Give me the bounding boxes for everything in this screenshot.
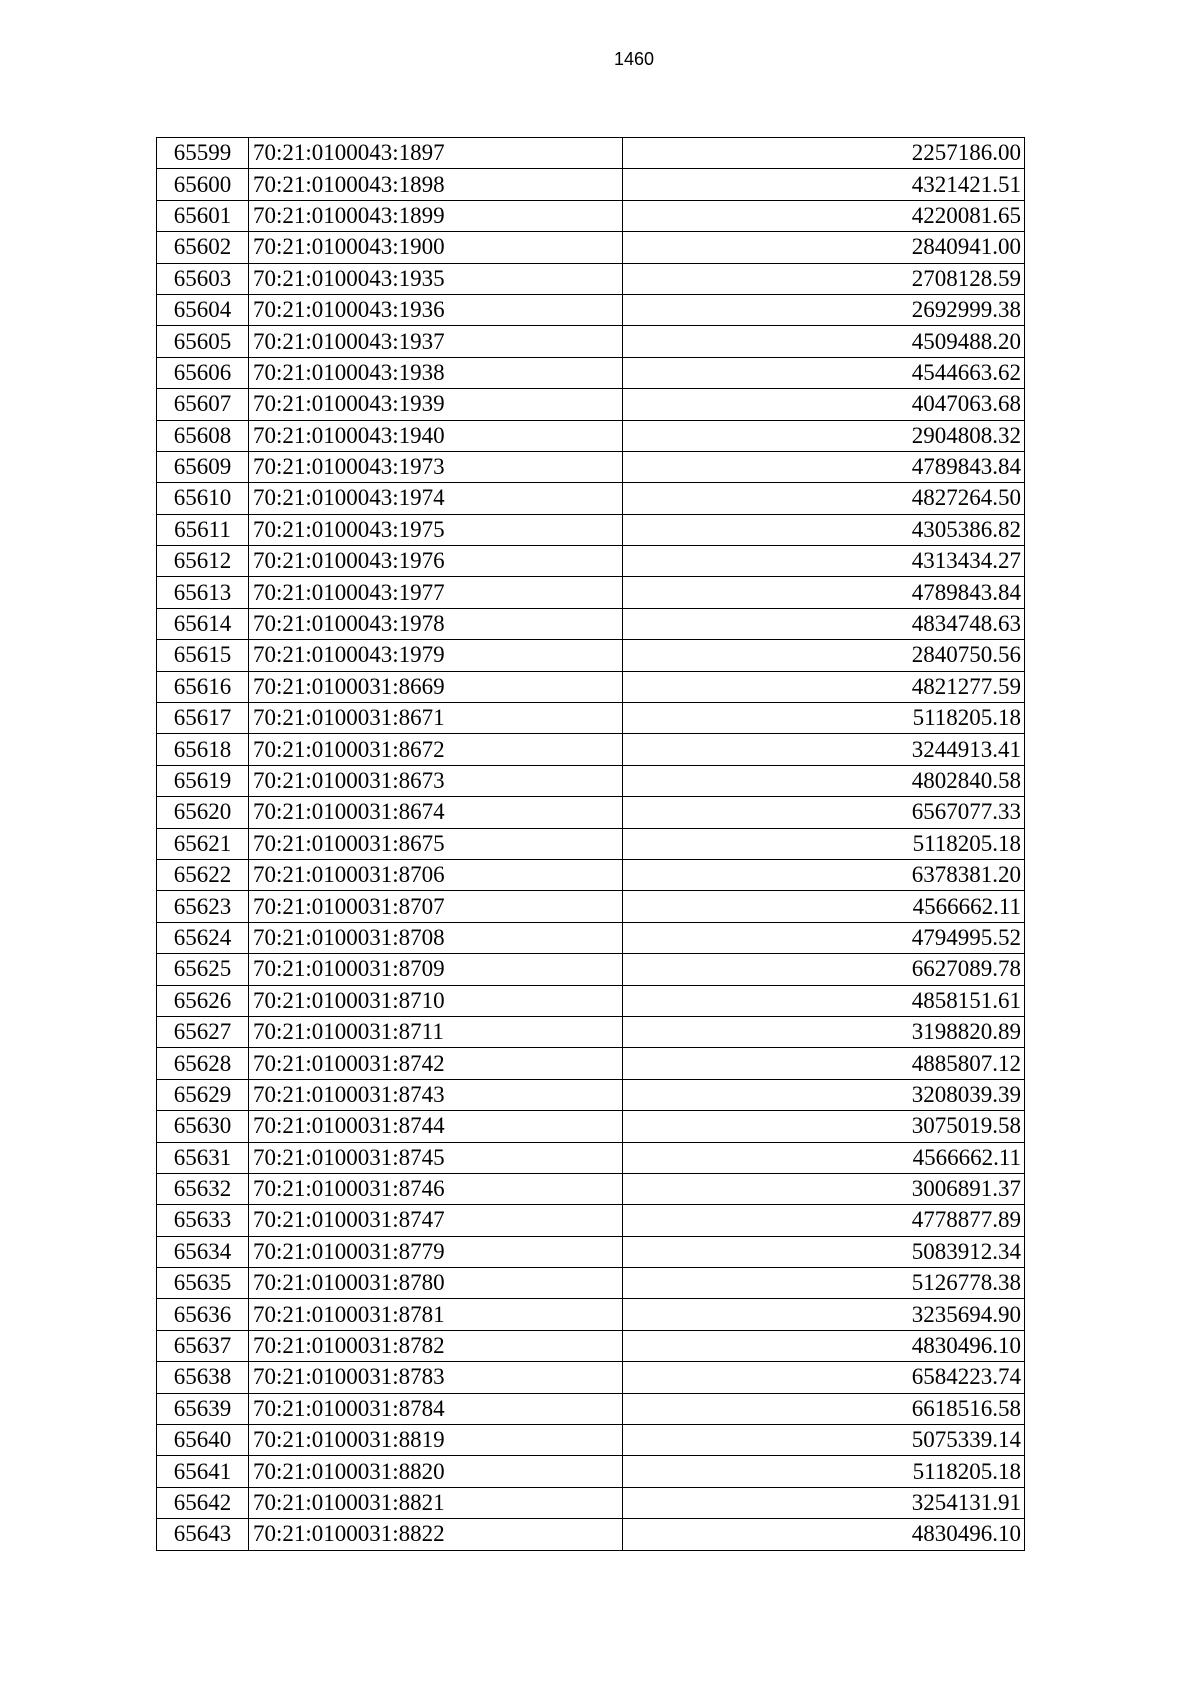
cadastral-number-cell: 70:21:0100043:1977 xyxy=(249,577,623,608)
row-number-cell: 65633 xyxy=(157,1205,249,1236)
cadastral-number-cell: 70:21:0100031:8674 xyxy=(249,797,623,828)
cadastral-value-cell: 3208039.39 xyxy=(623,1079,1025,1110)
cadastral-number-cell: 70:21:0100031:8784 xyxy=(249,1393,623,1424)
cadastral-value-cell: 4544663.62 xyxy=(623,357,1025,388)
table-row xyxy=(157,1048,1025,1079)
row-number-cell: 65610 xyxy=(157,483,249,514)
row-number-cell: 65628 xyxy=(157,1048,249,1079)
table-row xyxy=(157,922,1025,953)
cadastral-value-cell: 3254131.91 xyxy=(623,1487,1025,1518)
row-number-cell: 65641 xyxy=(157,1456,249,1487)
table-row xyxy=(157,1393,1025,1424)
cadastral-value-cell: 4305386.82 xyxy=(623,514,1025,545)
cadastral-number-cell: 70:21:0100031:8783 xyxy=(249,1362,623,1393)
cadastral-number-cell: 70:21:0100031:8822 xyxy=(249,1519,623,1550)
row-number-cell: 65614 xyxy=(157,608,249,639)
row-number-cell: 65604 xyxy=(157,294,249,325)
table-row xyxy=(157,1236,1025,1267)
cadastral-value-cell: 4789843.84 xyxy=(623,577,1025,608)
table-row xyxy=(157,828,1025,859)
row-number-cell: 65643 xyxy=(157,1519,249,1550)
row-number-cell: 65634 xyxy=(157,1236,249,1267)
table-row xyxy=(157,797,1025,828)
cadastral-value-cell: 4830496.10 xyxy=(623,1519,1025,1550)
cadastral-value-cell: 4821277.59 xyxy=(623,671,1025,702)
table-row xyxy=(157,1079,1025,1110)
table-row xyxy=(157,389,1025,420)
row-number-cell: 65630 xyxy=(157,1111,249,1142)
table-row xyxy=(157,1456,1025,1487)
table-row xyxy=(157,891,1025,922)
cadastral-number-cell: 70:21:0100031:8711 xyxy=(249,1016,623,1047)
row-number-cell: 65640 xyxy=(157,1425,249,1456)
cadastral-value-cell: 4566662.11 xyxy=(623,1142,1025,1173)
table-row xyxy=(157,1205,1025,1236)
table-row xyxy=(157,608,1025,639)
cadastral-value-cell: 5118205.18 xyxy=(623,828,1025,859)
cadastral-number-cell: 70:21:0100031:8781 xyxy=(249,1299,623,1330)
row-number-cell: 65602 xyxy=(157,232,249,263)
row-number-cell: 65627 xyxy=(157,1016,249,1047)
table-row xyxy=(157,294,1025,325)
cadastral-value-cell: 4794995.52 xyxy=(623,922,1025,953)
cadastral-value-cell: 4509488.20 xyxy=(623,326,1025,357)
table-row xyxy=(157,1299,1025,1330)
cadastral-number-cell: 70:21:0100031:8675 xyxy=(249,828,623,859)
cadastral-number-cell: 70:21:0100031:8747 xyxy=(249,1205,623,1236)
table-row xyxy=(157,765,1025,796)
row-number-cell: 65613 xyxy=(157,577,249,608)
cadastral-number-cell: 70:21:0100031:8820 xyxy=(249,1456,623,1487)
cadastral-value-cell: 4789843.84 xyxy=(623,451,1025,482)
row-number-cell: 65620 xyxy=(157,797,249,828)
cadastral-number-cell: 70:21:0100031:8706 xyxy=(249,859,623,890)
cadastral-value-cell: 2840941.00 xyxy=(623,232,1025,263)
cadastral-number-cell: 70:21:0100031:8746 xyxy=(249,1173,623,1204)
cadastral-value-cell: 4858151.61 xyxy=(623,985,1025,1016)
cadastral-value-cell: 3198820.89 xyxy=(623,1016,1025,1047)
row-number-cell: 65617 xyxy=(157,703,249,734)
cadastral-number-cell: 70:21:0100043:1898 xyxy=(249,169,623,200)
cadastral-value-cell: 3075019.58 xyxy=(623,1111,1025,1142)
cadastral-value-cell: 4834748.63 xyxy=(623,608,1025,639)
cadastral-number-cell: 70:21:0100031:8708 xyxy=(249,922,623,953)
row-number-cell: 65626 xyxy=(157,985,249,1016)
table-row xyxy=(157,451,1025,482)
row-number-cell: 65611 xyxy=(157,514,249,545)
cadastral-value-cell: 4830496.10 xyxy=(623,1330,1025,1361)
cadastral-value-cell: 6584223.74 xyxy=(623,1362,1025,1393)
row-number-cell: 65625 xyxy=(157,954,249,985)
table-row xyxy=(157,859,1025,890)
row-number-cell: 65639 xyxy=(157,1393,249,1424)
table-row xyxy=(157,734,1025,765)
cadastral-number-cell: 70:21:0100031:8743 xyxy=(249,1079,623,1110)
cadastral-number-cell: 70:21:0100043:1974 xyxy=(249,483,623,514)
cadastral-number-cell: 70:21:0100031:8744 xyxy=(249,1111,623,1142)
row-number-cell: 65637 xyxy=(157,1330,249,1361)
cadastral-number-cell: 70:21:0100031:8710 xyxy=(249,985,623,1016)
table-row xyxy=(157,546,1025,577)
row-number-cell: 65616 xyxy=(157,671,249,702)
cadastral-number-cell: 70:21:0100031:8745 xyxy=(249,1142,623,1173)
table-row xyxy=(157,514,1025,545)
table-row xyxy=(157,985,1025,1016)
cadastral-value-cell: 4885807.12 xyxy=(623,1048,1025,1079)
table-row xyxy=(157,1111,1025,1142)
cadastral-value-cell: 5083912.34 xyxy=(623,1236,1025,1267)
cadastral-number-cell: 70:21:0100043:1975 xyxy=(249,514,623,545)
cadastral-number-cell: 70:21:0100031:8742 xyxy=(249,1048,623,1079)
table-row xyxy=(157,1173,1025,1204)
cadastral-value-cell: 3244913.41 xyxy=(623,734,1025,765)
row-number-cell: 65636 xyxy=(157,1299,249,1330)
table-row xyxy=(157,232,1025,263)
row-number-cell: 65642 xyxy=(157,1487,249,1518)
table-row xyxy=(157,954,1025,985)
cadastral-value-cell: 4313434.27 xyxy=(623,546,1025,577)
cadastral-number-cell: 70:21:0100043:1936 xyxy=(249,294,623,325)
cadastral-number-cell: 70:21:0100031:8709 xyxy=(249,954,623,985)
cadastral-value-cell: 6627089.78 xyxy=(623,954,1025,985)
cadastral-number-cell: 70:21:0100031:8707 xyxy=(249,891,623,922)
row-number-cell: 65607 xyxy=(157,389,249,420)
table-row xyxy=(157,1487,1025,1518)
row-number-cell: 65615 xyxy=(157,640,249,671)
row-number-cell: 65609 xyxy=(157,451,249,482)
cadastral-number-cell: 70:21:0100031:8780 xyxy=(249,1268,623,1299)
cadastral-value-cell: 4827264.50 xyxy=(623,483,1025,514)
cadastral-value-cell: 6618516.58 xyxy=(623,1393,1025,1424)
row-number-cell: 65638 xyxy=(157,1362,249,1393)
cadastral-number-cell: 70:21:0100043:1979 xyxy=(249,640,623,671)
cadastral-value-cell: 6378381.20 xyxy=(623,859,1025,890)
table-row xyxy=(157,1362,1025,1393)
cadastral-value-cell: 3006891.37 xyxy=(623,1173,1025,1204)
table-row xyxy=(157,703,1025,734)
cadastral-number-cell: 70:21:0100031:8782 xyxy=(249,1330,623,1361)
cadastral-number-cell: 70:21:0100043:1939 xyxy=(249,389,623,420)
row-number-cell: 65600 xyxy=(157,169,249,200)
cadastral-value-cell: 4778877.89 xyxy=(623,1205,1025,1236)
row-number-cell: 65622 xyxy=(157,859,249,890)
cadastral-number-cell: 70:21:0100031:8819 xyxy=(249,1425,623,1456)
cadastral-number-cell: 70:21:0100031:8673 xyxy=(249,765,623,796)
table-row xyxy=(157,169,1025,200)
table-row xyxy=(157,200,1025,231)
row-number-cell: 65629 xyxy=(157,1079,249,1110)
row-number-cell: 65635 xyxy=(157,1268,249,1299)
table-row xyxy=(157,138,1025,169)
row-number-cell: 65623 xyxy=(157,891,249,922)
table-row xyxy=(157,420,1025,451)
row-number-cell: 65606 xyxy=(157,357,249,388)
table-body xyxy=(157,138,1025,1551)
cadastral-number-cell: 70:21:0100031:8672 xyxy=(249,734,623,765)
row-number-cell: 65605 xyxy=(157,326,249,357)
table-row xyxy=(157,671,1025,702)
table-row xyxy=(157,326,1025,357)
cadastral-value-cell: 3235694.90 xyxy=(623,1299,1025,1330)
row-number-cell: 65619 xyxy=(157,765,249,796)
row-number-cell: 65612 xyxy=(157,546,249,577)
cadastral-value-cell: 5075339.14 xyxy=(623,1425,1025,1456)
table-row xyxy=(157,1142,1025,1173)
cadastral-value-cell: 2840750.56 xyxy=(623,640,1025,671)
cadastral-number-cell: 70:21:0100043:1973 xyxy=(249,451,623,482)
table-row xyxy=(157,577,1025,608)
row-number-cell: 65608 xyxy=(157,420,249,451)
cadastral-number-cell: 70:21:0100043:1899 xyxy=(249,200,623,231)
table-row xyxy=(157,640,1025,671)
row-number-cell: 65631 xyxy=(157,1142,249,1173)
row-number-cell: 65601 xyxy=(157,200,249,231)
cadastral-value-cell: 5118205.18 xyxy=(623,1456,1025,1487)
cadastral-value-cell: 4047063.68 xyxy=(623,389,1025,420)
cadastral-value-cell: 5118205.18 xyxy=(623,703,1025,734)
cadastral-number-cell: 70:21:0100043:1940 xyxy=(249,420,623,451)
row-number-cell: 65621 xyxy=(157,828,249,859)
table-row xyxy=(157,483,1025,514)
cadastral-number-cell: 70:21:0100031:8779 xyxy=(249,1236,623,1267)
cadastral-number-cell: 70:21:0100031:8671 xyxy=(249,703,623,734)
cadastral-value-cell: 4566662.11 xyxy=(623,891,1025,922)
cadastral-number-cell: 70:21:0100043:1935 xyxy=(249,263,623,294)
cadastral-value-cell: 2708128.59 xyxy=(623,263,1025,294)
table-row xyxy=(157,1519,1025,1550)
cadastral-value-cell: 6567077.33 xyxy=(623,797,1025,828)
cadastral-number-cell: 70:21:0100043:1938 xyxy=(249,357,623,388)
cadastral-value-cell: 4802840.58 xyxy=(623,765,1025,796)
cadastral-value-cell: 4321421.51 xyxy=(623,169,1025,200)
table-row xyxy=(157,1268,1025,1299)
table-row xyxy=(157,263,1025,294)
table-row xyxy=(157,357,1025,388)
row-number-cell: 65618 xyxy=(157,734,249,765)
cadastral-number-cell: 70:21:0100043:1900 xyxy=(249,232,623,263)
cadastral-number-cell: 70:21:0100043:1976 xyxy=(249,546,623,577)
cadastral-value-cell: 2692999.38 xyxy=(623,294,1025,325)
cadastral-number-cell: 70:21:0100031:8669 xyxy=(249,671,623,702)
table-row xyxy=(157,1425,1025,1456)
cadastral-number-cell: 70:21:0100043:1978 xyxy=(249,608,623,639)
table-row xyxy=(157,1016,1025,1047)
row-number-cell: 65632 xyxy=(157,1173,249,1204)
cadastral-number-cell: 70:21:0100043:1937 xyxy=(249,326,623,357)
data-table-container xyxy=(156,137,1025,1551)
cadastral-value-cell: 2904808.32 xyxy=(623,420,1025,451)
row-number-cell: 65599 xyxy=(157,138,249,169)
row-number-cell: 65603 xyxy=(157,263,249,294)
cadastral-number-cell: 70:21:0100031:8821 xyxy=(249,1487,623,1518)
cadastral-number-cell: 70:21:0100043:1897 xyxy=(249,138,623,169)
cadastral-value-cell: 4220081.65 xyxy=(623,200,1025,231)
page-number: 1460 xyxy=(613,49,655,69)
row-number-cell: 65624 xyxy=(157,922,249,953)
cadastral-value-table xyxy=(156,137,1025,1551)
cadastral-value-cell: 2257186.00 xyxy=(623,138,1025,169)
cadastral-value-cell: 5126778.38 xyxy=(623,1268,1025,1299)
table-row xyxy=(157,1330,1025,1361)
